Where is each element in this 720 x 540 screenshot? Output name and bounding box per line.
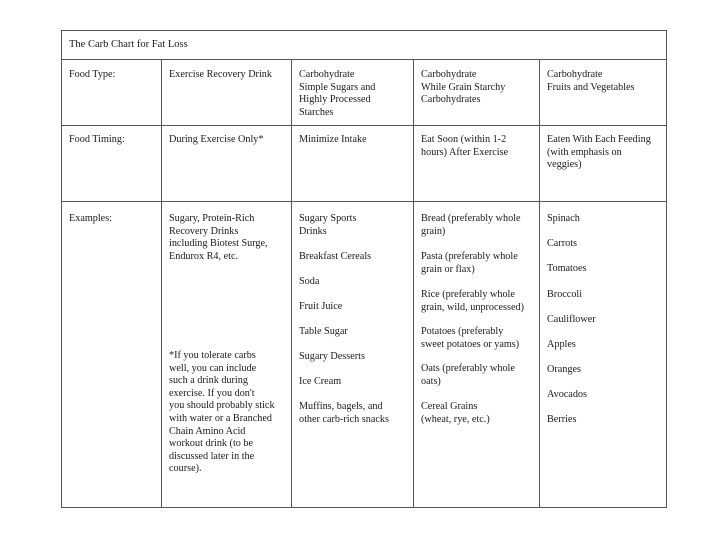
timing-recovery-drink: During Exercise Only* <box>169 134 264 145</box>
timing-whole-grain: Eat Soon (within 1-2 hours) After Exercise <box>421 134 509 158</box>
list-item: Potatoes (preferably sweet potatoes or yams) <box>421 326 520 350</box>
list-item: Soda <box>299 276 320 287</box>
list-item: Berries <box>547 414 577 425</box>
list-item: Avocados <box>547 389 587 400</box>
column-divider <box>161 60 162 507</box>
list-item: Oranges <box>547 364 581 375</box>
examples-recovery-drinks: Sugary, Protein-Rich Recovery Drinks including Biotest Surge, Endurox R4, etc. <box>169 213 268 262</box>
list-item: Pasta (preferably whole grain or flax) <box>421 251 518 275</box>
list-item: Spinach <box>547 213 580 224</box>
row-label-examples: Examples: <box>69 213 113 224</box>
list-item: Oats (preferably whole oats) <box>421 363 515 387</box>
list-item: Ice Cream <box>299 376 342 387</box>
column-divider <box>413 60 414 507</box>
chart-title: The Carb Chart for Fat Loss <box>62 31 666 60</box>
list-item: Sugary Sports Drinks <box>299 213 357 237</box>
food-type-fruits-vegetables: Carbohydrate Fruits and Vegetables <box>547 69 635 93</box>
list-item: Carrots <box>547 238 577 249</box>
list-item: Bread (preferably whole grain) <box>421 213 521 237</box>
list-item: Broccoli <box>547 289 583 300</box>
list-item: Apples <box>547 339 576 350</box>
carb-chart-table <box>61 30 667 508</box>
food-type-simple-sugars: Carbohydrate Simple Sugars and Highly Processed Starches <box>299 69 376 118</box>
row-label-food-timing: Food Timing: <box>69 134 125 145</box>
recovery-footnote: *If you tolerate carbs well, you can include such a drink during exercise. If you don't you should probably stick with water or a Branched Chain Amino Acid workout drink (to be discussed later in the course). <box>169 350 275 475</box>
timing-simple-sugars: Minimize Intake <box>299 134 367 145</box>
row-divider <box>62 201 666 202</box>
list-item: Muffins, bagels, and other carb-rich snacks <box>299 401 389 425</box>
row-divider <box>62 125 666 126</box>
food-type-recovery-drink: Exercise Recovery Drink <box>169 69 272 80</box>
column-divider <box>539 60 540 507</box>
list-item: Sugary Desserts <box>299 351 365 362</box>
list-item: Tomatoes <box>547 263 587 274</box>
list-item: Rice (preferably whole grain, wild, unprocessed) <box>421 289 524 313</box>
list-item: Table Sugar <box>299 326 348 337</box>
food-type-whole-grain: Carbohydrate While Grain Starchy Carbohydrates <box>421 69 506 106</box>
list-item: Cauliflower <box>547 314 596 325</box>
list-item: Cereal Grains (wheat, rye, etc.) <box>421 401 490 425</box>
column-divider <box>291 60 292 507</box>
row-label-food-type: Food Type: <box>69 69 116 80</box>
timing-fruits-vegetables: Eaten With Each Feeding (with emphasis on veggies) <box>547 134 651 171</box>
list-item: Fruit Juice <box>299 301 343 312</box>
list-item: Breakfast Cereals <box>299 251 372 262</box>
